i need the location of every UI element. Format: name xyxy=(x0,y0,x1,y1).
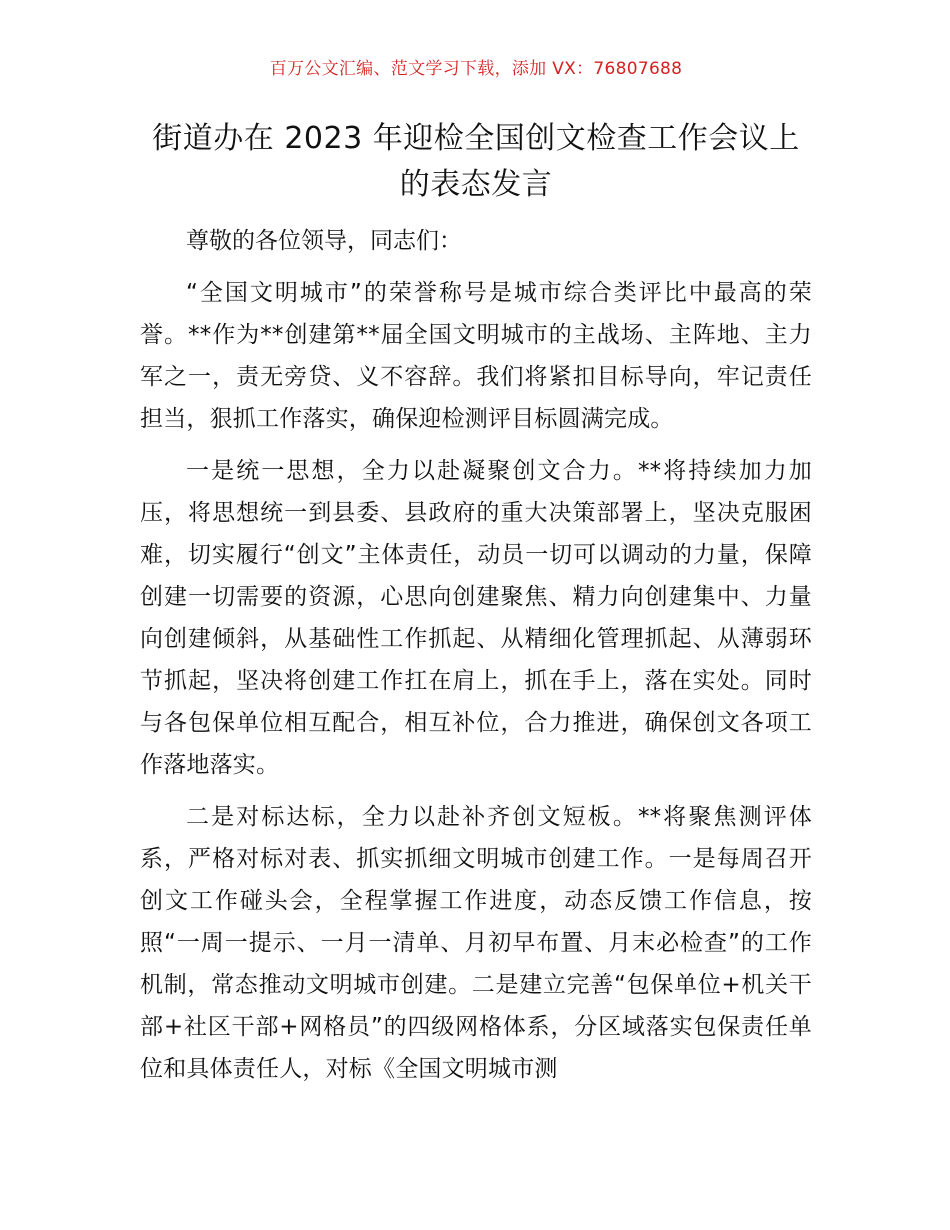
body-paragraph-3: 二是对标达标，全力以赴补齐创文短板。**将聚焦测评体系，严格对标对表、抓实抓细文明城市创建工作。一是每周召开创文工作碰头会，全程掌握工作进度，动态反馈工作信息，按照“一周一提示、一月一清单、月初早布置、月末必检查”的工作机制，常态推动文明城市创建。二是建立完善“包保单位+机关干部+社区干部+网格员”的四级网格体系，分区域落实包保责任单位和具体责任人，对标《全国文明城市测 xyxy=(140,804,812,1082)
watermark-banner: 百万公文汇编、范文学习下载，添加 VX：76807688 xyxy=(269,59,683,79)
title-line-1: 街道办在 2023 年迎检全国创文检查工作会议上 xyxy=(152,121,800,156)
body-paragraph-1: “全国文明城市”的荣誉称号是城市综合类评比中最高的荣誉。**作为**创建第**届全国文明城市的主战场、主阵地、主力军之一，责无旁贷、义不容辞。我们将紧扣目标导向，牢记责任担当，狠抓工作落实，确保迎检测评目标圆满完成。 xyxy=(140,280,812,432)
body-paragraph-2: 一是统一思想，全力以赴凝聚创文合力。**将持续加力加压，将思想统一到县委、县政府的重大决策部署上，坚决克服困难，切实履行“创文”主体责任，动员一切可以调动的力量，保障创建一切需要的资源，心思向创建聚焦、精力向创建集中、力量向创建倾斜，从基础性工作抓起、从精细化管理抓起、从薄弱环节抓起，坚决将创建工作扛在肩上，抓在手上，落在实处。同时与各包保单位相互配合，相互补位，合力推进，确保创文各项工作落地落实。 xyxy=(140,458,812,778)
document-title xyxy=(140,116,812,208)
salutation: 尊敬的各位领导，同志们： xyxy=(186,228,462,254)
title-line-2: 的表态发言 xyxy=(399,167,553,202)
